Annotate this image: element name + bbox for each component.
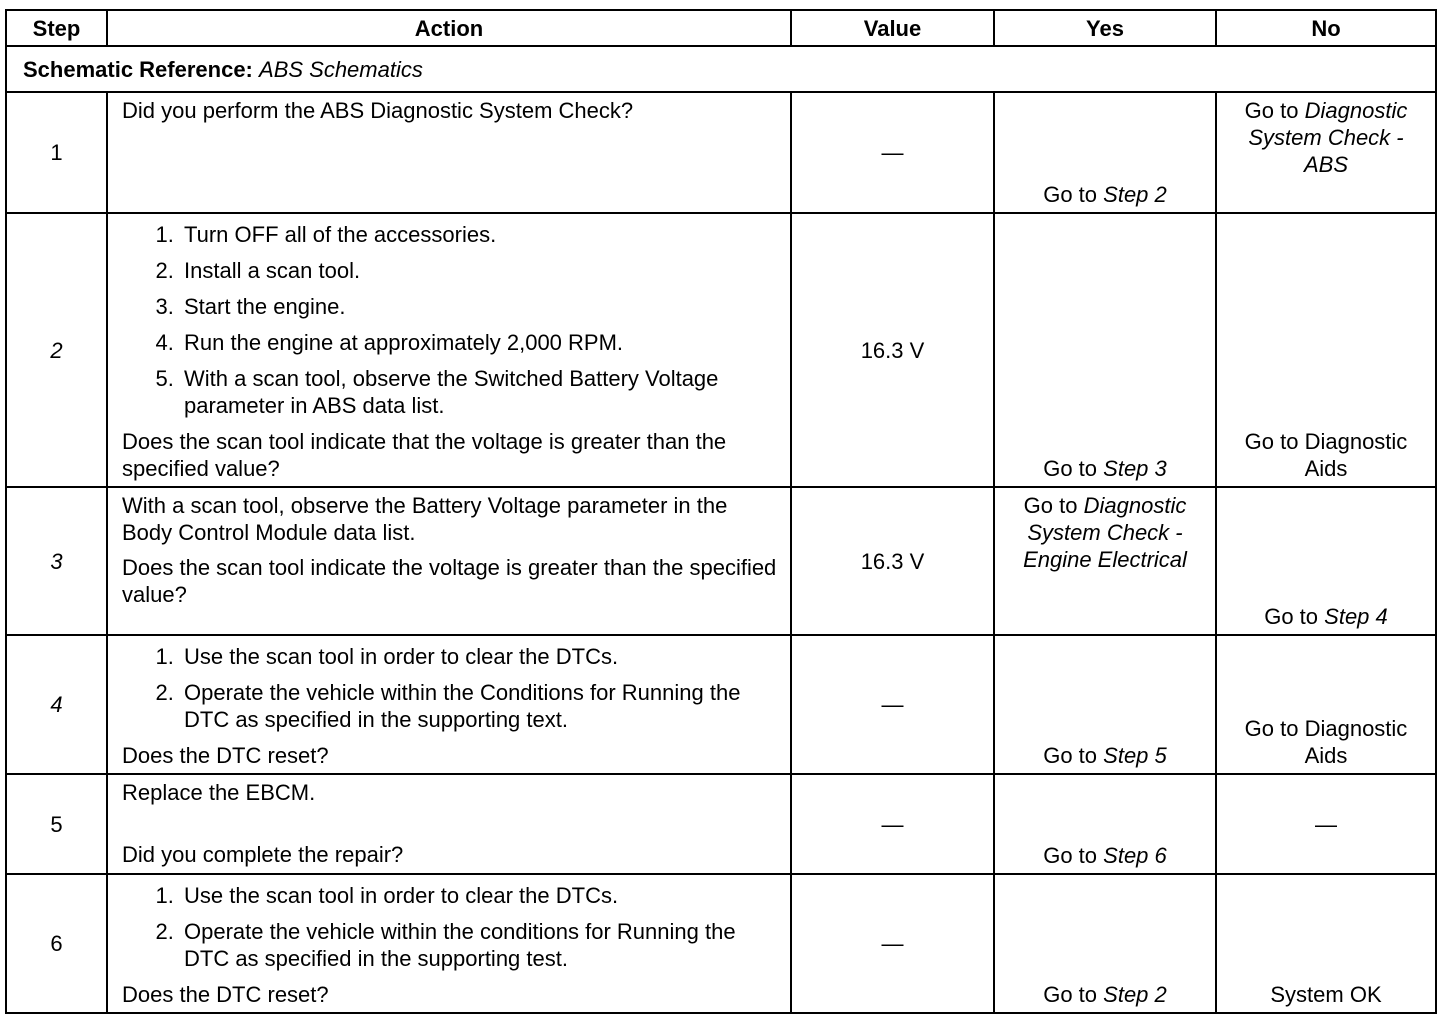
action-question: Did you complete the repair?	[122, 842, 404, 867]
no-link[interactable]: Go to Diagnostic Aids	[1244, 429, 1408, 481]
no-cell	[1216, 635, 1436, 774]
header-row	[6, 10, 1436, 46]
no-cell: —	[1216, 774, 1436, 874]
action-intro: Replace the EBCM.	[122, 780, 316, 805]
yes-cell	[994, 213, 1216, 487]
no-cell	[1216, 213, 1436, 487]
yes-cell	[994, 487, 1216, 635]
step-cell	[6, 874, 107, 1013]
header-value: Value	[791, 10, 994, 46]
action-question: Does the DTC reset?	[122, 743, 329, 768]
action-question: Does the DTC reset?	[122, 982, 329, 1007]
list-item: 2. Install a scan tool.	[180, 257, 778, 284]
no-cell	[1216, 92, 1436, 213]
action-question: Does the scan tool indicate the voltage is greater than the specified value?	[122, 555, 777, 607]
value-cell: —	[791, 774, 994, 874]
step-number: 6	[50, 931, 63, 956]
list-item: 2. Operate the vehicle within the Conditions for Running the DTC as specified in the supporting text.	[180, 679, 778, 733]
list-item: 1. Turn OFF all of the accessories.	[180, 221, 778, 248]
header-step: Step	[6, 10, 107, 46]
header-no: No	[1216, 10, 1436, 46]
action-intro: With a scan tool, observe the Battery Voltage parameter in the Body Control Module data list.	[122, 493, 728, 545]
list-item: 3. Start the engine.	[180, 293, 778, 320]
table-row	[6, 213, 1436, 487]
value-cell: 16.3 V	[791, 487, 994, 635]
table-row	[6, 774, 1436, 874]
value-cell: 16.3 V	[791, 213, 994, 487]
step-cell	[6, 213, 107, 487]
yes-cell	[994, 635, 1216, 774]
table-row	[6, 487, 1436, 635]
list-item: 5. With a scan tool, observe the Switched Battery Voltage parameter in ABS data list.	[180, 365, 778, 419]
value-cell: —	[791, 874, 994, 1013]
step-cell	[6, 774, 107, 874]
yes-link[interactable]: Step 5	[1103, 743, 1167, 768]
no-prefix: Go to	[1264, 604, 1319, 629]
step-cell	[6, 92, 107, 213]
no-cell	[1216, 487, 1436, 635]
yes-prefix: Go to	[1043, 456, 1098, 481]
diagnostic-table-page	[5, 9, 1435, 1014]
yes-link[interactable]: Step 2	[1103, 182, 1167, 207]
action-steps-list	[122, 643, 778, 733]
list-item: 1. Use the scan tool in order to clear the DTCs.	[180, 643, 778, 670]
diagnostic-table	[5, 9, 1437, 1014]
action-question: Did you perform the ABS Diagnostic System Check?	[122, 98, 634, 123]
yes-link[interactable]: Step 2	[1103, 982, 1167, 1007]
yes-cell	[994, 774, 1216, 874]
action-cell	[107, 92, 791, 213]
yes-prefix: Go to	[1043, 843, 1098, 868]
header-action: Action	[107, 10, 791, 46]
yes-prefix: Go to	[1023, 493, 1078, 518]
yes-link[interactable]: Diagnostic System Check - Engine Electrical	[1023, 493, 1187, 572]
step-number: 2	[50, 337, 63, 363]
step-number: 4	[50, 692, 63, 717]
table-row	[6, 874, 1436, 1013]
action-question: Does the scan tool indicate that the voltage is greater than the specified value?	[122, 429, 727, 481]
yes-link[interactable]: Step 3	[1103, 456, 1167, 481]
yes-prefix: Go to	[1043, 743, 1098, 768]
list-item: 2. Operate the vehicle within the conditions for Running the DTC as specified in the supporting test.	[180, 918, 778, 972]
action-cell	[107, 487, 791, 635]
action-cell	[107, 874, 791, 1013]
step-number: 3	[50, 548, 63, 574]
table-row	[6, 635, 1436, 774]
action-cell	[107, 213, 791, 487]
no-link[interactable]: Go to Diagnostic Aids	[1244, 716, 1408, 768]
value-cell: —	[791, 92, 994, 213]
step-number: 5	[50, 811, 63, 837]
yes-cell	[994, 874, 1216, 1013]
step-cell	[6, 635, 107, 774]
action-cell	[107, 774, 791, 874]
list-item: 1. Use the scan tool in order to clear the DTCs.	[180, 882, 778, 909]
value-cell: —	[791, 635, 994, 774]
no-prefix: Go to	[1244, 98, 1299, 123]
schematic-row	[6, 46, 1436, 92]
no-link[interactable]: Diagnostic System Check - ABS	[1248, 98, 1408, 177]
schematic-reference	[6, 46, 1436, 92]
yes-prefix: Go to	[1043, 182, 1098, 207]
no-cell: System OK	[1216, 874, 1436, 1013]
action-steps-list	[122, 221, 778, 419]
yes-link[interactable]: Step 6	[1103, 843, 1167, 868]
action-steps-list	[122, 882, 778, 972]
step-number: 1	[50, 140, 63, 165]
yes-cell	[994, 92, 1216, 213]
yes-prefix: Go to	[1043, 982, 1098, 1007]
schematic-link[interactable]: ABS Schematics	[259, 56, 423, 82]
list-item: 4. Run the engine at approximately 2,000 RPM.	[180, 329, 778, 356]
schematic-label: Schematic Reference:	[23, 56, 253, 82]
action-cell	[107, 635, 791, 774]
step-cell	[6, 487, 107, 635]
table-row	[6, 92, 1436, 213]
no-link[interactable]: Step 4	[1324, 604, 1388, 629]
header-yes: Yes	[994, 10, 1216, 46]
